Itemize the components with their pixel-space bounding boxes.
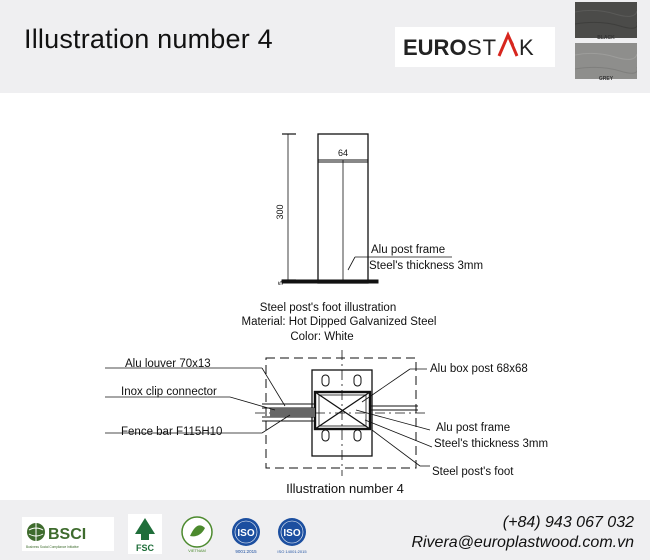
side-label-steel-thickness: Steel's thickness 3mm [369,260,484,272]
plan-label-alu-louver: Alu louver 70x13 [125,358,211,370]
swatch-black-label: BLACK [597,35,615,41]
logo-text-part2: ST [467,35,498,60]
bsci-name: BSCI [48,526,87,543]
logo-text-part1: EURO [403,35,467,60]
green-label-subtitle: VIETNAM [188,548,206,553]
side-label-alu-post-frame: Alu post frame [371,244,446,256]
bsci-certification-badge [22,517,114,556]
plan-label-alu-post-frame: Alu post frame [436,422,511,434]
logo-text-part3: K [519,35,534,60]
caption-line-2: Material: Hot Dipped Galvanized Steel [241,316,437,328]
caption-line-1: Steel post's foot illustration [259,302,397,314]
contact-email[interactable]: Rivera@europlastwood.com.vn [411,534,634,551]
fsc-certification-badge [128,514,162,559]
plan-label-steel-foot: Steel post's foot [432,466,514,478]
bsci-subtitle: Business Social Compliance Initiative [26,545,79,549]
dim-width-label: 64 [337,148,349,158]
swatch-black [575,2,637,38]
swatch-grey-label: GREY [598,76,614,82]
page-title: Illustration number 4 [24,24,273,54]
caption-line-3: Color: White [290,331,354,343]
technical-drawing [0,93,650,500]
logo-a-mark [499,35,517,56]
iso-14001-subtitle: ISO 14001:2015 [277,549,307,554]
iso-9001-subtitle: 9001:2015 [235,549,257,554]
plan-label-inox-clip: Inox clip connector [121,386,217,398]
green-label-badge [180,514,214,559]
dim-height-label: 300 [275,204,285,220]
dim-small-label: 5 [278,281,285,285]
fsc-name: FSC [136,543,154,553]
footer-bar [0,500,650,560]
plan-view [255,350,428,476]
plan-label-alu-box-post: Alu box post 68x68 [430,363,528,375]
iso-14001-badge [274,515,310,560]
iso-9001-badge [229,515,263,560]
bottom-caption: Illustration number 4 [286,481,404,496]
iso-9001-name: ISO [237,528,255,539]
iso-14001-name: ISO [283,528,301,539]
contact-phone: (+84) 943 067 032 [502,514,634,531]
plan-label-steel-thickness: Steel's thickness 3mm [434,438,549,450]
header-bar [0,0,650,93]
swatch-grey [575,43,637,79]
plan-label-fence-bar: Fence bar F115H10 [121,426,223,438]
eurostark-logo [395,27,555,67]
